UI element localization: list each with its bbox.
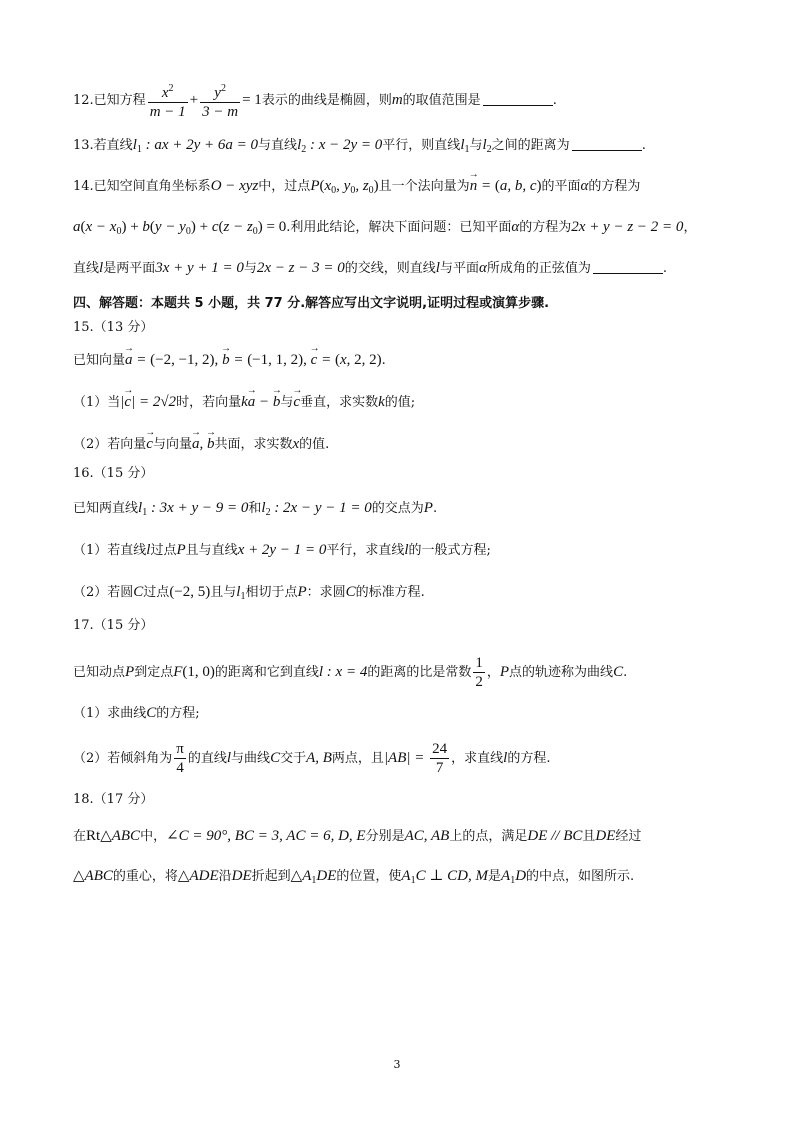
answer-blank-13[interactable] bbox=[572, 136, 642, 151]
question-15-part-1: （1）当|→ c| = 2√2时，若向量k→ a − → b与→ c垂直，求实数k的值; bbox=[73, 392, 415, 413]
question-16-part-2: （2）若圆C过点(−2, 5)且与$l_1$相切于点P：求圆C的标准方程. bbox=[73, 584, 425, 602]
answer-blank-12[interactable] bbox=[483, 91, 553, 106]
question-18-line-2: △ABC的重心，将△ADE沿DE折起到$\triangle A_1DE$的位置，使$A_1C$ ⊥ CD, M是$A_1D$的中点，如图所示. bbox=[73, 868, 635, 886]
question-13: 13.若直线$l_1$ : ax + 2y + 6a = 0与直线$l_2$ : x − 2y = 0平行，则直线$l_1$与$l_2$之间的距离为 . bbox=[73, 137, 646, 155]
answer-blank-14[interactable] bbox=[593, 259, 663, 274]
question-15-part-2: （2）若向量→ c与向量→ a, → b共面，求实数x的值. bbox=[73, 434, 329, 455]
question-14-line-1: 14.已知空间直角坐标系O − xyz中，过点$P(x_0$, $y_0$, $z_0$)且一个法向量为→ n = (a, b, c)的平面α的方程为 bbox=[73, 176, 640, 201]
question-14-line-3: 直线l是两平面3x + y + 1 = 0与2x − z − 3 = 0的交线，则直线l与平面α所成角的正弦值为 . bbox=[73, 260, 668, 276]
question-16-intro: 已知两直线$l_1$ : 3x + y − 9 = 0和$l_2$ : 2x − y − 1 = 0的交点为P. bbox=[73, 500, 438, 518]
question-17-part-2: （2）若倾斜角为 $\frac{\pi}{4}$ 的直线l与曲线C交于A, B两点，且|AB| = $\frac{24}{7}$ ，求直线l的方程. bbox=[73, 741, 551, 776]
question-16-header: 16.（15 分） bbox=[73, 466, 154, 481]
question-14-line-2: $a(x - x_0) + b(y - y_0) + c(z - z_0) = 0$.利用此结论，解决下面问题：已知平面α的方程为2x + y − z − 2 = 0， bbox=[73, 219, 697, 237]
question-18-header: 18.（17 分） bbox=[73, 792, 154, 807]
page-number: 3 bbox=[393, 1058, 401, 1071]
question-15-intro: 已知向量→ a = (−2, −1, 2), → b = (−1, 1, 2), → c = (x, 2, 2). bbox=[73, 350, 386, 371]
question-17-intro: 已知动点P到定点F(1, 0)的距离和它到直线l : x = 4的距离的比是常数 $\frac{1}{2}$ ，P点的轨迹称为曲线C. bbox=[73, 655, 628, 690]
question-16-part-1: （1）若直线l过点P且与直线x + 2y − 1 = 0平行，求直线l的一般式方程; bbox=[73, 542, 491, 558]
question-17-part-1: （1）求曲线C的方程; bbox=[73, 705, 200, 721]
section-heading: 四、解答题：本题共 5 小题，共 77 分.解答应写出文字说明,证明过程或演算步骤. bbox=[73, 296, 550, 311]
question-12: 12.已知方程 $\frac{x^2}{m - 1}$ + $\frac{y^2}{3 - m}$ = 1表示的曲线是椭圆，则m的取值范围是 . bbox=[73, 80, 557, 121]
question-17-header: 17.（15 分） bbox=[73, 618, 154, 633]
question-18-line-1: 在Rt△ABC中，∠C = 90°, BC = 3, AC = 6, D, E分别是AC, AB上的点，满足DE // BC且DE经过 bbox=[73, 828, 642, 844]
question-15-header: 15.（13 分） bbox=[73, 320, 154, 335]
